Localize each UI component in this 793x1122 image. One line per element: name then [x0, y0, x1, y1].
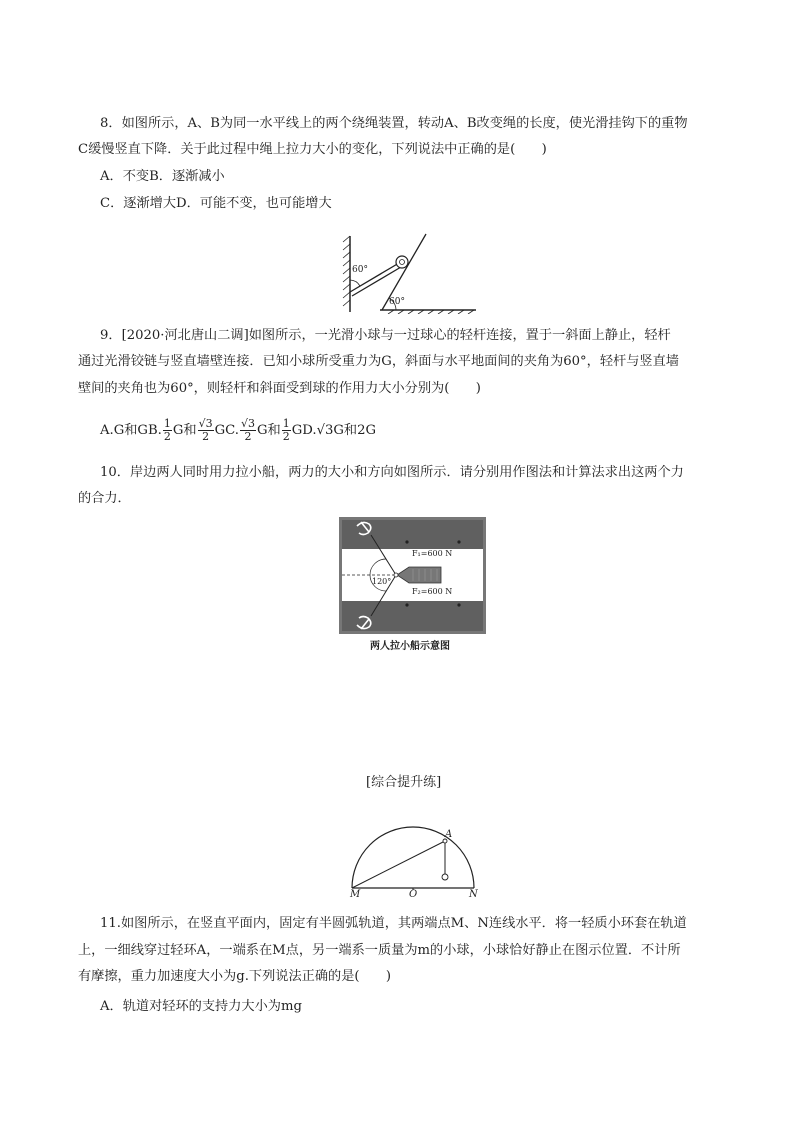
- fraction-half-2: $\frac{1}{2}$: [282, 417, 290, 443]
- q11-option-a: A．轨道对轻环的支持力大小为mg: [100, 999, 302, 1014]
- q11-point-a: A: [445, 829, 453, 840]
- q8-line2: C缓慢竖直下降．关于此过程中绳上拉力大小的变化，下列说法中正确的是( ): [78, 142, 547, 157]
- q11-line3: 有摩擦，重力加速度大小为g.下列说法正确的是( ): [78, 969, 392, 984]
- q9-option-a: A.G和G: [100, 423, 148, 438]
- q9-line2: 通过光滑铰链与竖直墙壁连接．已知小球所受重力为G，斜面与水平地面间的夹角为60°，轻杆与竖直墙: [78, 354, 679, 369]
- q8-angle-wall: 60°: [352, 265, 368, 275]
- q11-point-n: N: [469, 889, 478, 900]
- q9-line1: 9．[2020·河北唐山二调]如图所示，一光滑小球与一过球心的轻杆连接，置于一斜面上静止，轻杆: [100, 328, 671, 343]
- q9-line3: 壁间的夹角也为60°，则轻杆和斜面受到球的作用力大小分别为( ): [78, 381, 481, 396]
- q11-line2: 上，一细线穿过轻环A，一端系在M点，另一端系一质量为m的小球，小球恰好静止在图示位置．不计所: [78, 943, 681, 958]
- fraction-sqrt3-half: $\frac{√3}{2}$: [198, 417, 213, 443]
- q9-option-d: √3G和2G: [316, 423, 377, 438]
- q8-angle-ground: 60°: [389, 297, 405, 307]
- q8-options-cd: C．逐渐增大D．可能不变，也可能增大: [100, 196, 332, 211]
- q10-force-f2: F₂=600 N: [412, 587, 453, 596]
- fraction-sqrt3-half-2: $\frac{√3}{2}$: [240, 417, 255, 443]
- section-title: [综合提升练]: [366, 775, 442, 790]
- q11-line1: 11.如图所示，在竖直平面内，固定有半圆弧轨道，其两端点M、N连线水平．将一轻质小环套在轨道: [100, 916, 687, 931]
- q10-figure: [339, 517, 486, 634]
- q10-line1: 10．岸边两人同时用力拉小船，两力的大小和方向如图所示．请分别用作图法和计算法求出这两个力: [100, 465, 684, 480]
- q10-force-f1: F₁=600 N: [412, 549, 453, 558]
- q8-line1: 8．如图所示，A、B为同一水平线上的两个绕绳装置，转动A、B改变绳的长度，使光滑挂钩下的重物: [100, 116, 688, 131]
- fraction-half: $\frac{1}{2}$: [163, 417, 171, 443]
- q11-point-o: O: [409, 889, 418, 900]
- q9-option-b-label: B.: [147, 423, 162, 438]
- q8-options-ab: A．不变B．逐渐减小: [100, 169, 225, 184]
- q10-line2: 的合力．: [78, 491, 131, 506]
- q9-options: A.G和GB. $\frac{1}{2}$ G和 $\frac{√3}{2}$ GC. $\frac{√3}{2}$ G和 $\frac{1}{2}$ GD.√3G和2G: [100, 417, 377, 443]
- q11-point-m: M: [350, 889, 361, 900]
- q10-angle: 120°: [372, 577, 392, 586]
- q10-figure-caption: 两人拉小船示意图: [370, 641, 450, 652]
